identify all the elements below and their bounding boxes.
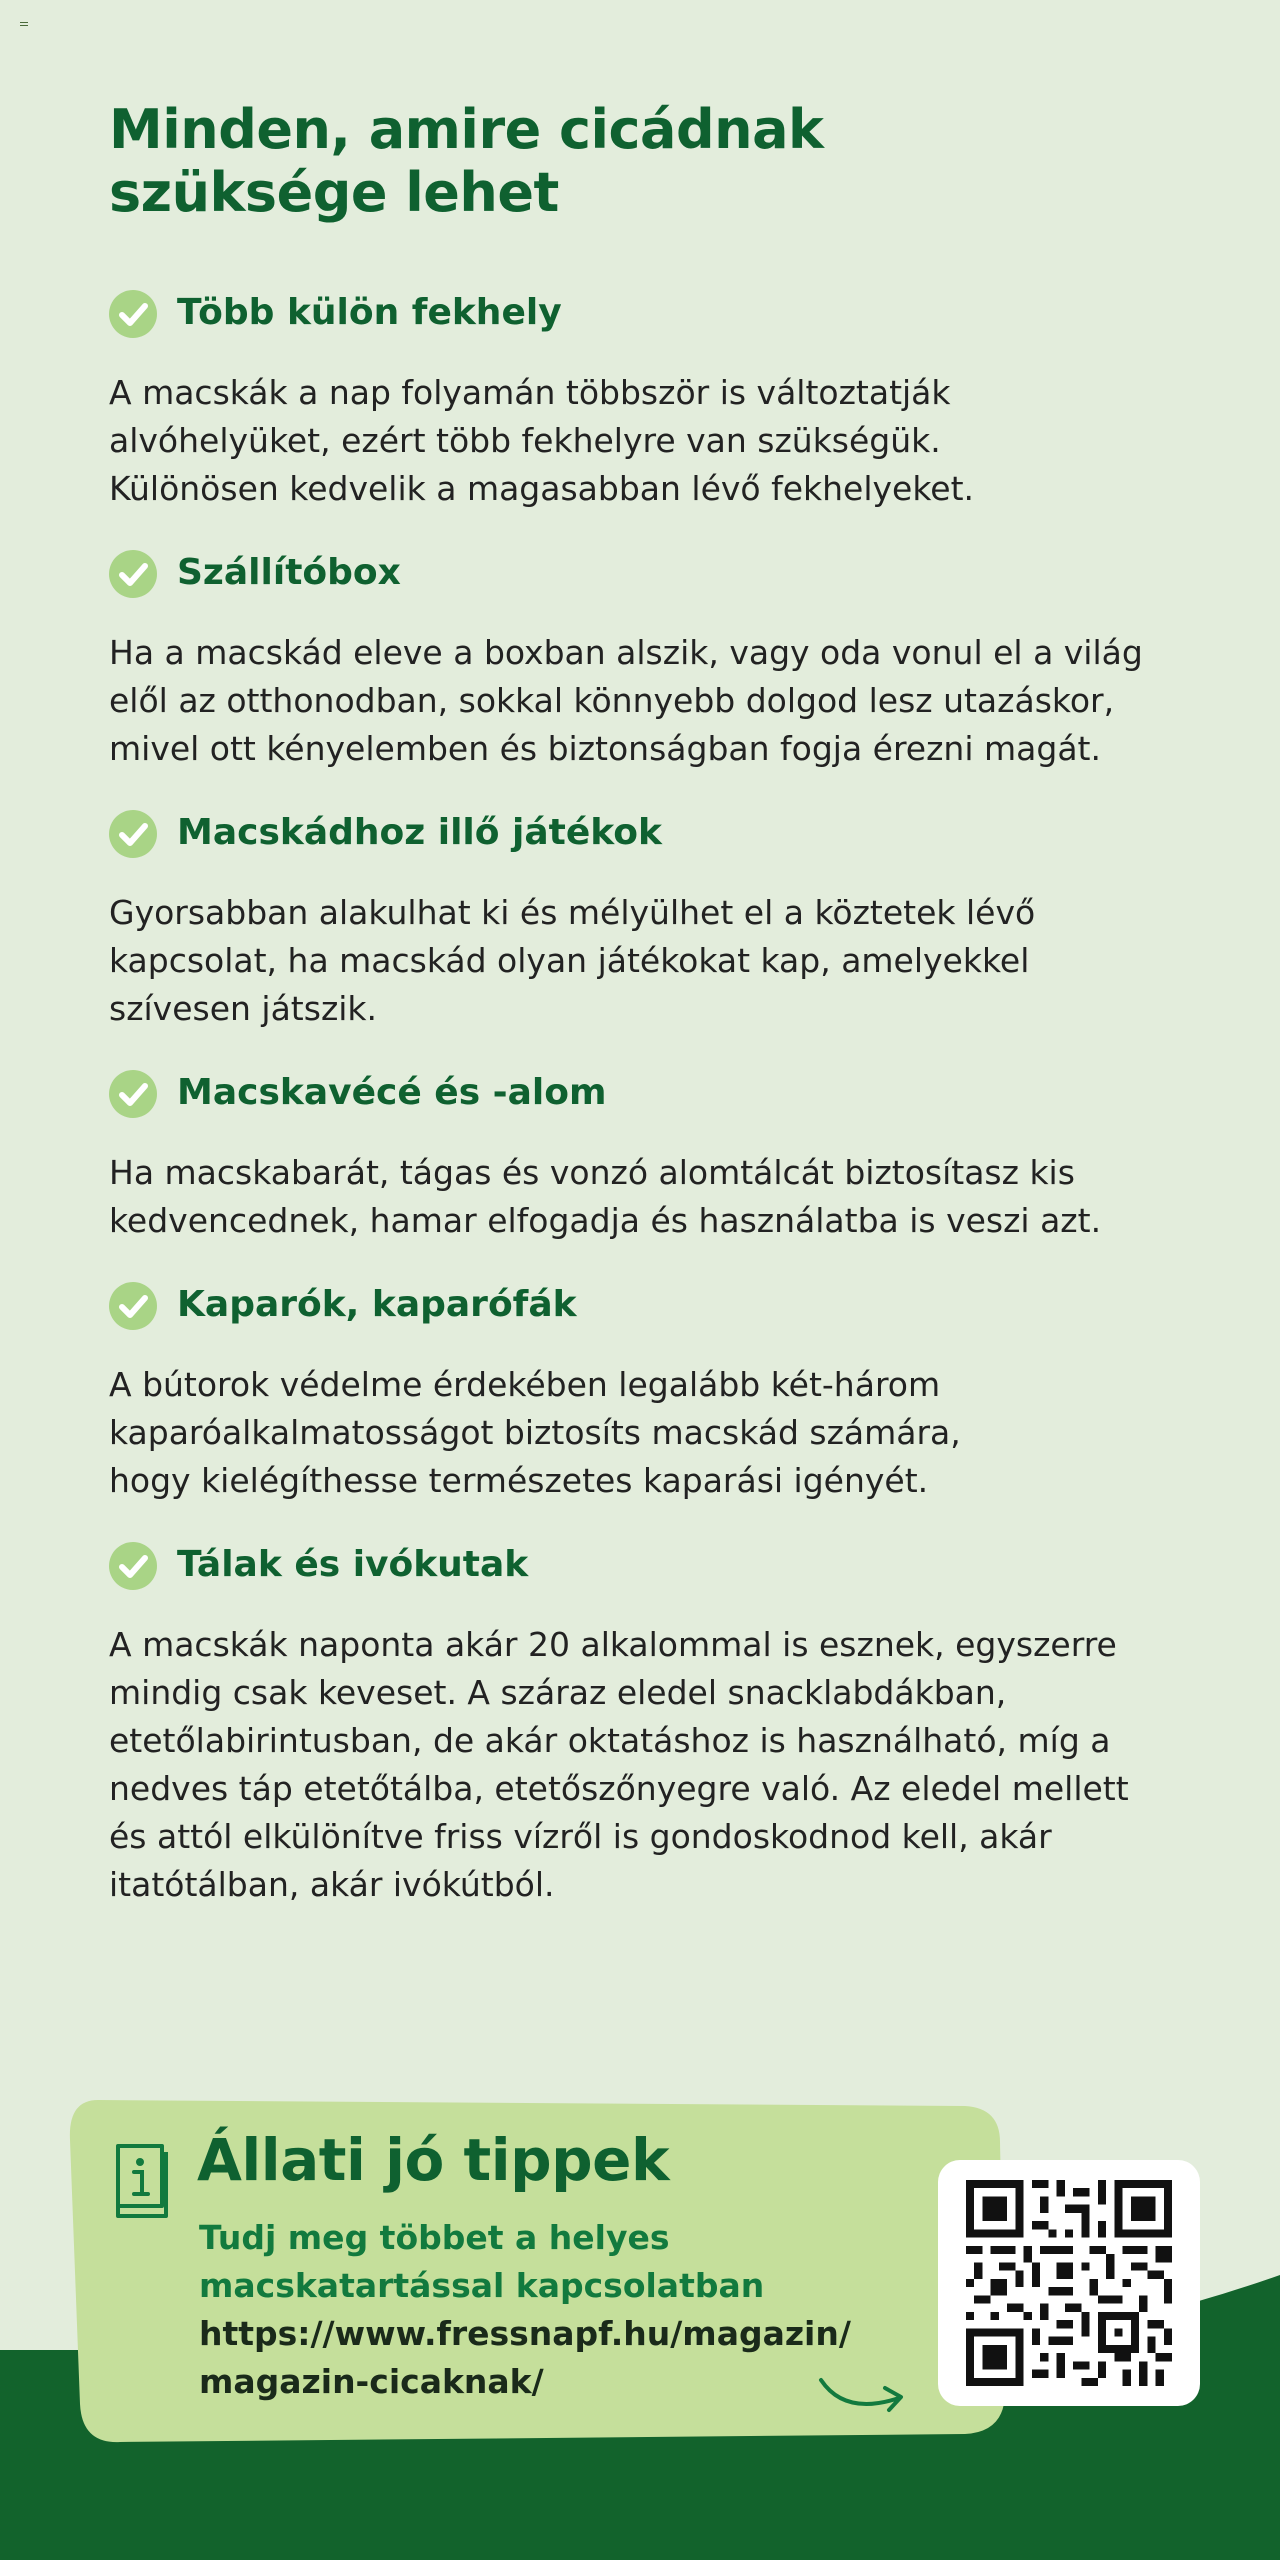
text-line: A macskák a nap folyamán többször is változtatják: [109, 373, 951, 412]
page-title: [109, 99, 1109, 224]
tip-subtitle-line: Tudj meg többet a helyes: [199, 2218, 670, 2257]
section-title: Kaparók, kaparófák: [177, 1284, 577, 1325]
section-title: Szállítóbox: [177, 552, 401, 593]
tip-subtitle: [199, 2214, 764, 2310]
section-title: Több külön fekhely: [177, 292, 562, 333]
text-line: A bútorok védelme érdekében legalább két-három: [109, 1365, 941, 1404]
section-text: [109, 369, 1189, 513]
check-circle-icon: [109, 550, 157, 598]
tip-title: Állati jó tippek: [197, 2126, 670, 2194]
section-title: Macskavécé és -alom: [177, 1072, 607, 1113]
tip-card: [60, 2092, 1010, 2452]
check-circle-icon: [109, 1070, 157, 1118]
section-text: [109, 629, 1189, 773]
text-line: itatótálban, akár ivókútból.: [109, 1865, 555, 1904]
section-text: [109, 889, 1189, 1033]
text-line: elől az otthonodban, sokkal könnyebb dolgod lesz utazáskor,: [109, 681, 1115, 720]
text-line: Ha macskabarát, tágas és vonzó alomtálcát biztosítasz kis: [109, 1153, 1075, 1192]
qr-code[interactable]: [938, 2160, 1200, 2406]
check-circle-icon: [109, 1282, 157, 1330]
section-text: [109, 1621, 1189, 1909]
page-title-line-2: szüksége lehet: [109, 160, 559, 224]
text-line: hogy kielégíthesse természetes kaparási igényét.: [109, 1461, 929, 1500]
text-line: Gyorsabban alakulhat ki és mélyülhet el a köztetek lévő: [109, 893, 1036, 932]
text-line: mivel ott kényelemben és biztonságban fogja érezni magát.: [109, 729, 1101, 768]
section-macskavece: [109, 1070, 1189, 1245]
section-kaparok: [109, 1282, 1189, 1505]
text-line: nedves táp etetőtálba, etetőszőnyegre való. Az eledel mellett: [109, 1769, 1129, 1808]
menu-icon[interactable]: [20, 22, 28, 28]
tip-url-line[interactable]: magazin-cicaknak/: [199, 2362, 544, 2401]
section-talak: [109, 1542, 1189, 1909]
text-line: Különösen kedvelik a magasabban lévő fekhelyeket.: [109, 469, 975, 508]
section-title: Tálak és ivókutak: [177, 1544, 529, 1585]
text-line: kapcsolat, ha macskád olyan játékokat kap, amelyekkel: [109, 941, 1030, 980]
info-book-icon: [110, 2140, 172, 2222]
check-circle-icon: [109, 810, 157, 858]
text-line: etetőlabirintusban, de akár oktatáshoz is használható, míg a: [109, 1721, 1111, 1760]
page-title-line-1: Minden, amire cicádnak: [109, 98, 824, 161]
section-jatekok: [109, 810, 1189, 1033]
text-line: kedvencednek, hamar elfogadja és használatba is veszi azt.: [109, 1201, 1102, 1240]
tip-subtitle-line: macskatartással kapcsolatban: [199, 2266, 765, 2305]
section-text: [109, 1149, 1189, 1245]
tip-url-link[interactable]: [199, 2310, 851, 2406]
check-circle-icon: [109, 290, 157, 338]
section-text: [109, 1361, 1189, 1505]
text-line: mindig csak keveset. A száraz eledel snacklabdákban,: [109, 1673, 1007, 1712]
text-line: Ha a macskád eleve a boxban alszik, vagy oda vonul el a világ: [109, 633, 1143, 672]
text-line: és attól elkülönítve friss vízről is gondoskodnod kell, akár: [109, 1817, 1052, 1856]
check-circle-icon: [109, 1542, 157, 1590]
qr-code-icon: [965, 2180, 1173, 2386]
text-line: szívesen játszik.: [109, 989, 378, 1028]
text-line: kaparóalkalmatosságot biztosíts macskád számára,: [109, 1413, 961, 1452]
section-szallitobox: [109, 550, 1189, 773]
text-line: A macskák naponta akár 20 alkalommal is esznek, egyszerre: [109, 1625, 1117, 1664]
section-title: Macskádhoz illő játékok: [177, 812, 662, 853]
section-fekhely: [109, 290, 1189, 513]
curved-arrow-icon: [815, 2374, 915, 2424]
tip-url-line[interactable]: https://www.fressnapf.hu/magazin/: [199, 2314, 851, 2353]
text-line: alvóhelyüket, ezért több fekhelyre van szükségük.: [109, 421, 941, 460]
